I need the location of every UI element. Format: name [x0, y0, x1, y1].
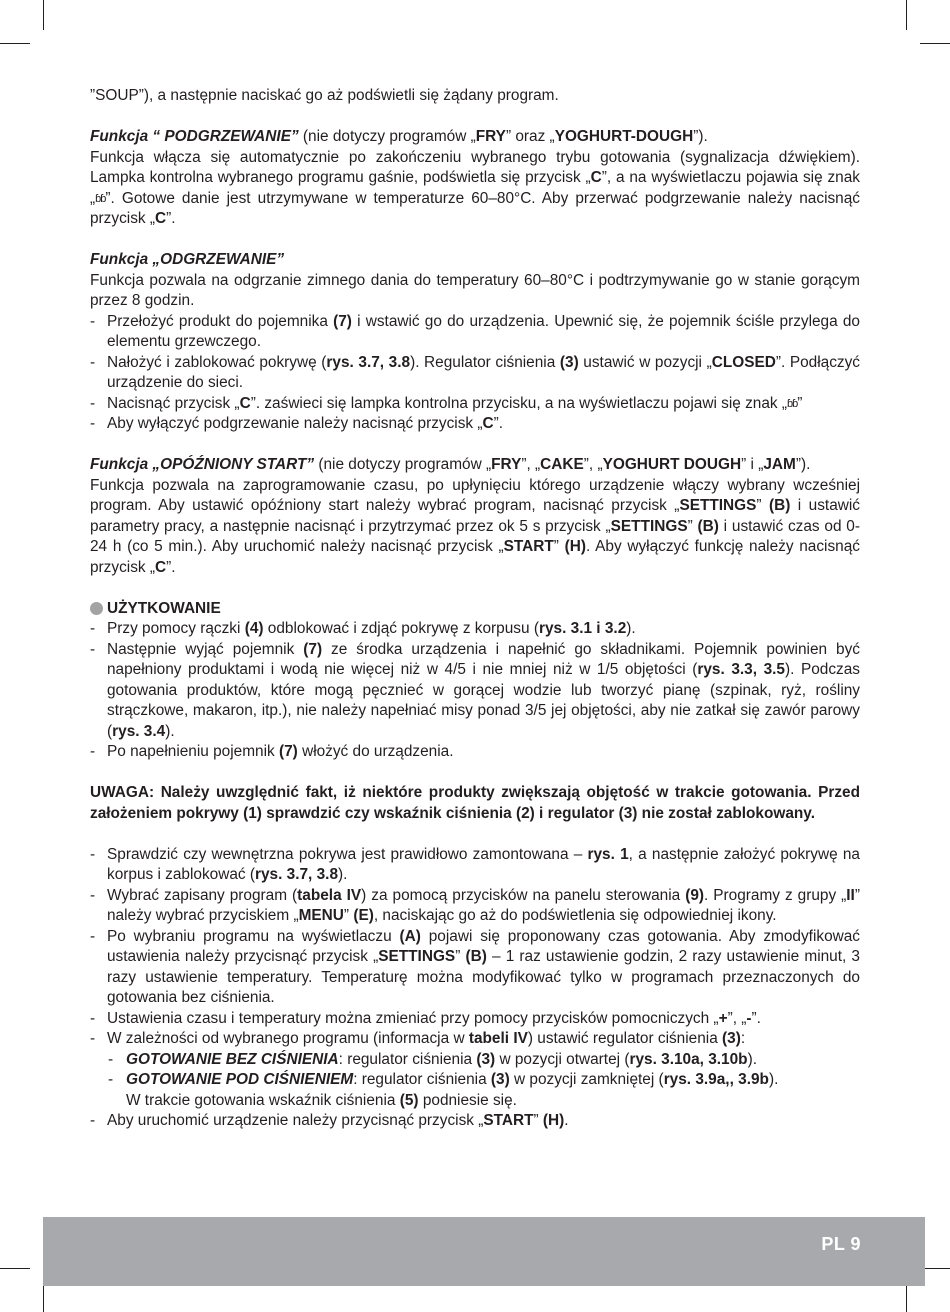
- list-item: - Aby uruchomić urządzenie należy przycisnąć przycisk „START” (H).: [90, 1111, 860, 1132]
- list-item: - Wybrać zapisany program (tabela IV) za pomocą przycisków na panelu sterowania (9). Programy z grupy „II” należy wybrać przyciskiem „MENU” (E), naciskając go aż do podświetlenia się odpowiedniej ikony.: [90, 886, 860, 927]
- section-title-uzytkowanie: UŻYTKOWANIE: [90, 599, 860, 620]
- paragraph: Funkcja pozwala na zaprogramowanie czasu, po upłynięciu którego urządzenie włączy wybrany wcześniej program. Aby ustawić opóźniony start należy wybrać program, nacisnąć przycisk „SETTINGS” (B) i ustawić parametry pracy, a następnie nacisnąć i przytrzymać przez ok 5 s przycisk „SETTINGS” (B) i ustawić czas od 0-24 h (co 5 min.). Aby uruchomić należy nacisnąć przycisk „START” (H). Aby wyłączyć funkcję należy nacisnąć przycisk „C”.: [90, 476, 860, 576]
- list-item: - Ustawienia czasu i temperatury można zmieniać przy pomocy przycisków pomocniczych „+”, „-”.: [90, 1009, 860, 1030]
- section-title-podgrzewanie: Funkcja “ PODGRZEWANIE” (nie dotyczy programów „FRY” oraz „YOGHURT-DOUGH”).: [90, 128, 708, 145]
- crop-mark: [906, 1282, 907, 1312]
- list-item: - Przełożyć produkt do pojemnika (7) i wstawić go do urządzenia. Upewnić się, że pojemnik ściśle przylega do elementu grzewczego.: [90, 312, 860, 353]
- warning-paragraph: UWAGA: Należy uwzględnić fakt, iż niektóre produkty zwiększają objętość w trakcie gotowania. Przed założeniem pokrywy (1) sprawdzić czy wskaźnik ciśnienia (2) i regulator (3) nie został zablokowany.: [90, 784, 860, 822]
- sub-list-item: - GOTOWANIE BEZ CIŚNIENIA: regulator ciśnienia (3) w pozycji otwartej (rys. 3.10a, 3.10b).: [90, 1050, 860, 1071]
- list-item: - W zależności od wybranego programu (informacja w tabeli IV) ustawić regulator ciśnienia (3):: [90, 1029, 860, 1050]
- list-item: - Następnie wyjąć pojemnik (7) ze środka urządzenia i napełnić go składnikami. Pojemnik powinien być napełniony produktami i wodą nie więcej niż w 4/5 i nie mniej niż w 1/5 objętości (rys. 3.3, 3.5). Podczas gotowania produktów, które mogą pęcznieć w gorącej wodzie lub tworzyć pianę (szpinak, ryż, rośliny strączkowe, makaron, itp.), nie należy napełniać misy ponad 3/5 jej objętości, aby nie zatkał się zawór parowy (rys. 3.4).: [90, 640, 860, 743]
- footer-bar: [43, 1217, 925, 1286]
- keep-warm-icon: ɓɓ: [787, 397, 798, 410]
- crop-mark: [920, 43, 950, 44]
- list-item: - Po napełnieniu pojemnik (7) włożyć do urządzenia.: [90, 742, 860, 763]
- crop-mark: [906, 0, 907, 30]
- crop-mark: [0, 1268, 30, 1269]
- section-title-odgrzewanie: Funkcja „ODGRZEWANIE”: [90, 251, 285, 268]
- crop-mark: [43, 0, 44, 30]
- document-body: [90, 86, 860, 1132]
- section-title-opozniony-start: Funkcja „OPÓŹNIONY START” (nie dotyczy programów „FRY”, „CAKE”, „YOGHURT DOUGH” i „JAM”).: [90, 456, 811, 473]
- paragraph: ”SOUP”), a następnie naciskać go aż podświetli się żądany program.: [90, 87, 559, 104]
- list-item: - Sprawdzić czy wewnętrzna pokrywa jest prawidłowo zamontowana – rys. 1, a następnie założyć pokrywę na korpus i zablokować (rys. 3.7, 3.8).: [90, 845, 860, 886]
- list-item: - Po wybraniu programu na wyświetlaczu (A) pojawi się proponowany czas gotowania. Aby zmodyfikować ustawienia należy przycisnąć przycisk „SETTINGS” (B) – 1 raz ustawienie godzin, 2 razy ustawienie minut, 3 razy ustawienie temperatury. Temperaturę można modyfikować tylko w programach przeznaczonych do gotowania bez ciśnienia.: [90, 927, 860, 1009]
- paragraph: Funkcja pozwala na odgrzanie zimnego dania do temperatury 60–80°C i podtrzymywanie go w stanie gorącym przez 8 godzin.: [90, 271, 860, 309]
- crop-mark: [0, 43, 30, 44]
- page-number: PL 9: [821, 1234, 861, 1254]
- paragraph: Funkcja włącza się automatycznie po zakończeniu wybranego trybu gotowania (sygnalizacja dźwiękiem). Lampka kontrolna wybranego programu gaśnie, podświetla się przycisk „C”, a na wyświetlaczu pojawia się znak „ɓɓ”. Gotowe danie jest utrzymywane w temperaturze 60–80°C. Aby przerwać podgrzewanie należy nacisnąć przycisk „C”.: [90, 148, 860, 227]
- list-item: - Nacisnąć przycisk „C”. zaświeci się lampka kontrolna przycisku, a na wyświetlaczu pojawi się znak „ɓɓ”: [90, 394, 860, 415]
- list-item: - Przy pomocy rączki (4) odblokować i zdjąć pokrywę z korpusu (rys. 3.1 i 3.2).: [90, 619, 860, 640]
- sub-list-continuation: W trakcie gotowania wskaźnik ciśnienia (5) podniesie się.: [126, 1091, 517, 1109]
- sub-list-item: - GOTOWANIE POD CIŚNIENIEM: regulator ciśnienia (3) w pozycji zamkniętej (rys. 3.9a,, 3.9b).: [90, 1070, 860, 1091]
- list-item: - Nałożyć i zablokować pokrywę (rys. 3.7, 3.8). Regulator ciśnienia (3) ustawić w pozycji „CLOSED”. Podłączyć urządzenie do sieci.: [90, 353, 860, 394]
- crop-mark: [43, 1282, 44, 1312]
- list-item: - Aby wyłączyć podgrzewanie należy nacisnąć przycisk „C”.: [90, 414, 860, 435]
- bullet-dot-icon: [90, 602, 103, 615]
- keep-warm-icon: ɓɓ: [95, 192, 106, 205]
